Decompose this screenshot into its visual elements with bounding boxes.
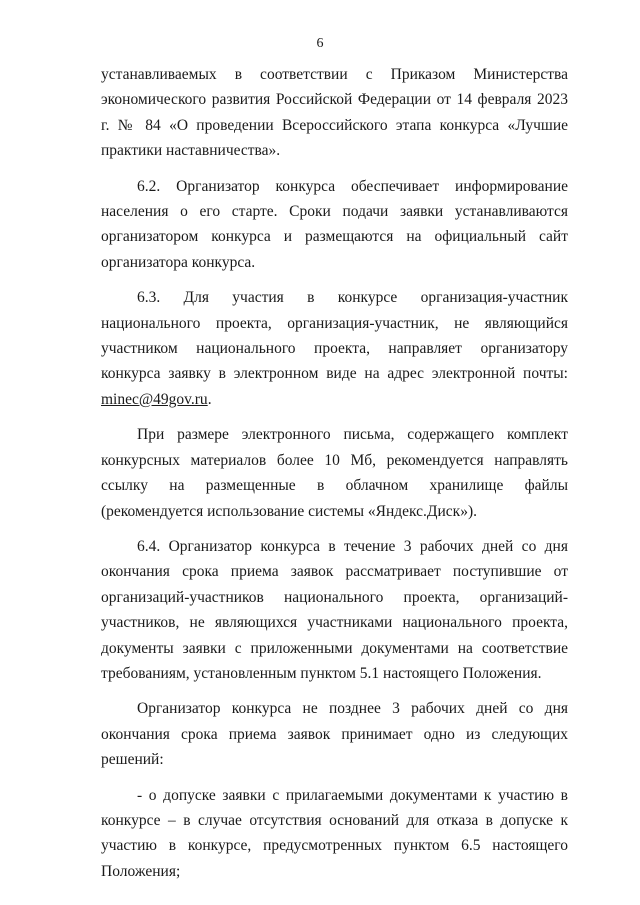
- paragraph-6-2: 6.2. Организатор конкурса обеспечивает информирование населения о его старте. Сроки подачи заявки устанавливаются организатором конкурса и размещаются на официальный сайт организатора конкурса.: [101, 177, 568, 271]
- paragraph-6-3-end: .: [207, 390, 212, 408]
- document-body: [101, 62, 568, 894]
- paragraph-file-size-note: При размере электронного письма, содержащего комплект конкурсных материалов более 10 Мб, рекомендуется направлять ссылку на размещенные в облачном хранилище файлы (рекомендуется использование системы «Яндекс.Диск»).: [101, 426, 568, 520]
- paragraph-order-reference: устанавливаемых в соответствии с Приказом Министерства экономического развития Российской Федерации от 14 февраля 2023 г. № 84 «О проведении Всероссийского этапа конкурса «Лучшие практики наставничества».: [101, 66, 568, 160]
- paragraph-6-4: 6.4. Организатор конкурса в течение 3 рабочих дней со дня окончания срока приема заявок рассматривает поступившие от организаций-участников национального проекта, организаций-участников, не являющихся участниками национального проекта, документы заявки с приложенными документами на соответствие требованиям, установленным пунктом 5.1 настоящего Положения.: [101, 537, 568, 682]
- email-link[interactable]: minec@49gov.ru: [101, 390, 208, 408]
- paragraph-decision-intro: Организатор конкурса не позднее 3 рабочих дней со дня окончания срока приема заявок принимает одно из следующих решений:: [101, 700, 568, 769]
- page-number: 6: [316, 36, 324, 51]
- paragraph-6-3: [101, 285, 568, 412]
- paragraph-6-3-text: 6.3. Для участия в конкурсе организация-участник национального проекта, организация-участник, не являющийся участником национального проекта, направляет организатору конкурса заявку в электронном виде на адрес электронной почты:: [101, 289, 568, 383]
- list-item-admission: - о допуске заявки с прилагаемыми документами к участию в конкурсе – в случае отсутствия оснований для отказа в допуске к участию в конкурсе, предусмотренных пунктом 6.5 настоящего Положения;: [101, 786, 568, 880]
